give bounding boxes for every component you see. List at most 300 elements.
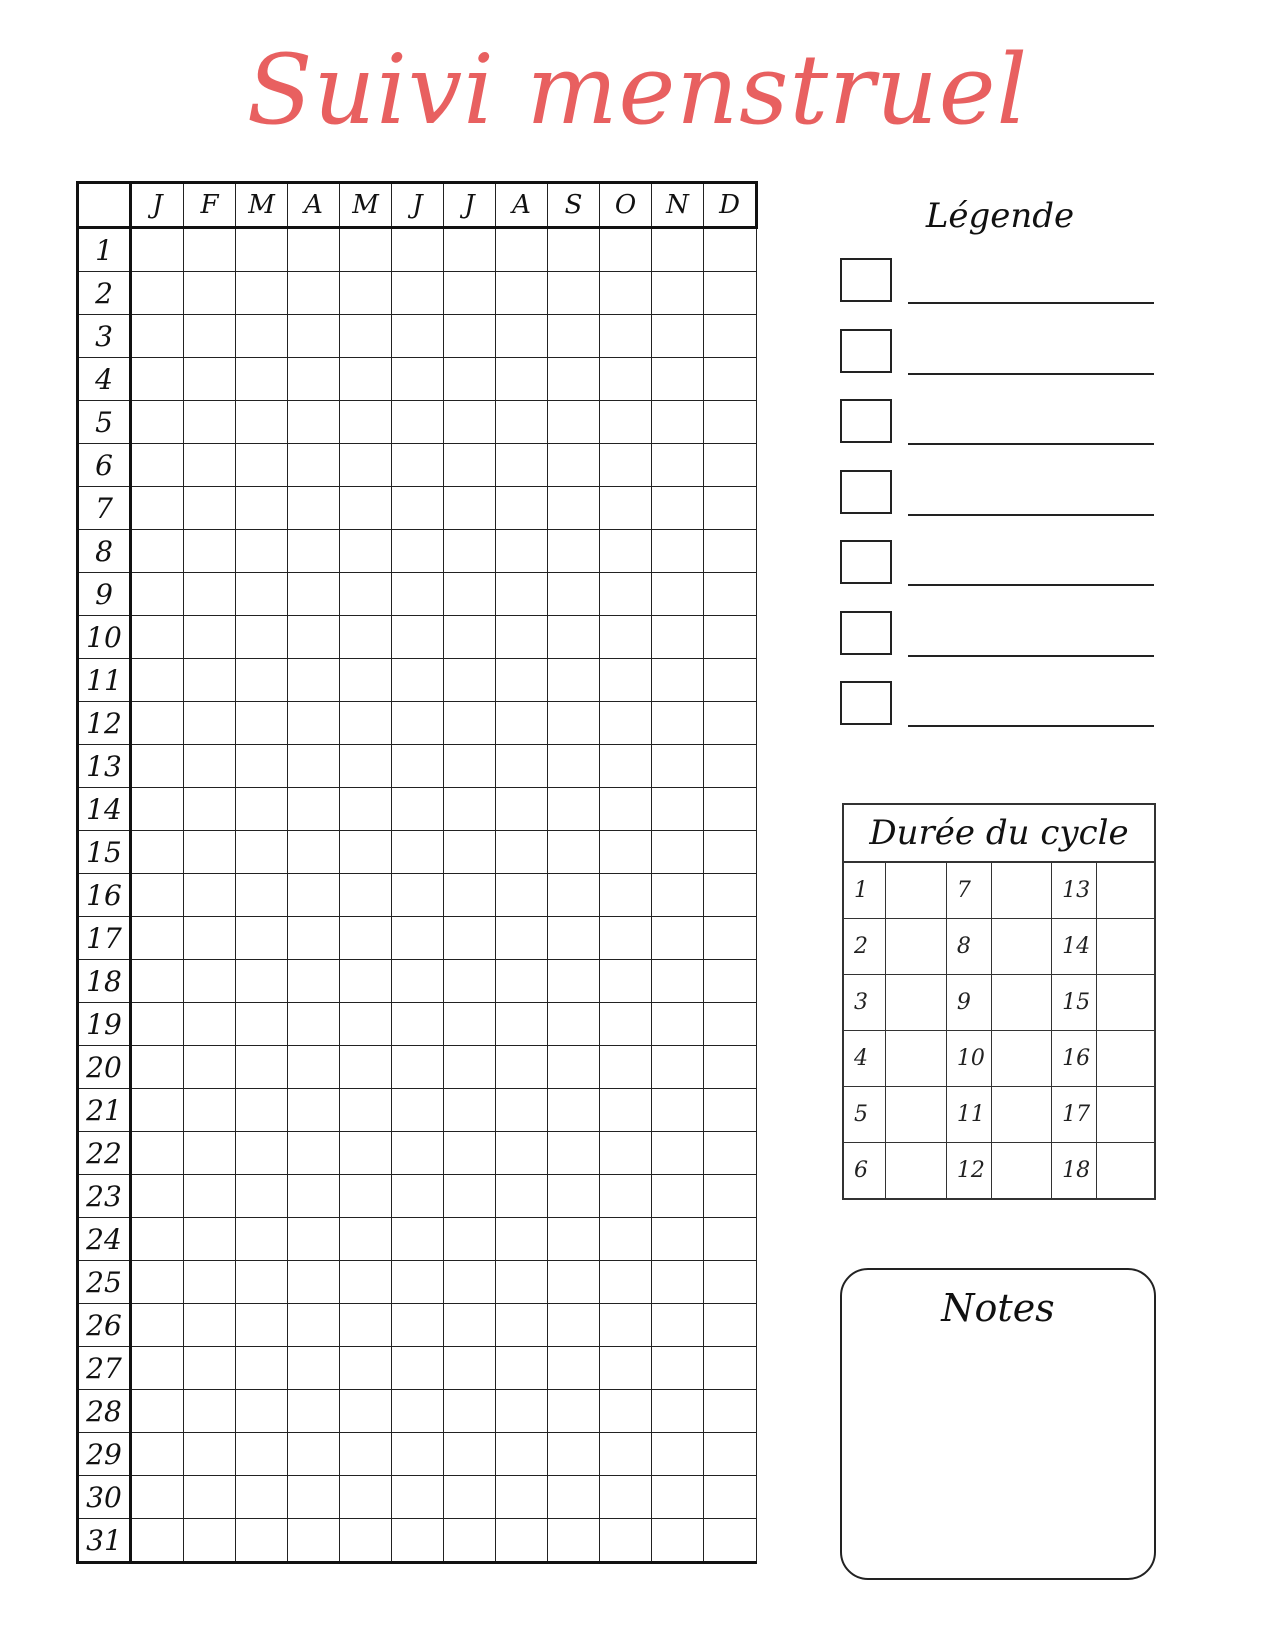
tracker-cell[interactable] [392, 745, 444, 788]
tracker-cell[interactable] [340, 1261, 392, 1304]
tracker-cell[interactable] [704, 745, 757, 788]
tracker-cell[interactable] [131, 1132, 184, 1175]
tracker-cell[interactable] [340, 659, 392, 702]
tracker-cell[interactable] [236, 1003, 288, 1046]
tracker-cell[interactable] [652, 487, 704, 530]
tracker-cell[interactable] [600, 1261, 652, 1304]
tracker-cell[interactable] [392, 1175, 444, 1218]
tracker-cell[interactable] [548, 1046, 600, 1089]
tracker-cell[interactable] [288, 1175, 340, 1218]
tracker-cell[interactable] [131, 401, 184, 444]
tracker-cell[interactable] [288, 1003, 340, 1046]
tracker-cell[interactable] [444, 659, 496, 702]
cycle-value-cell[interactable] [1097, 863, 1154, 919]
tracker-cell[interactable] [496, 616, 548, 659]
tracker-cell[interactable] [652, 1390, 704, 1433]
tracker-cell[interactable] [340, 1347, 392, 1390]
tracker-cell[interactable] [236, 315, 288, 358]
tracker-cell[interactable] [392, 1132, 444, 1175]
legend-label-line[interactable] [908, 725, 1154, 727]
tracker-cell[interactable] [444, 1046, 496, 1089]
tracker-cell[interactable] [652, 1046, 704, 1089]
tracker-cell[interactable] [652, 616, 704, 659]
tracker-cell[interactable] [652, 1218, 704, 1261]
tracker-cell[interactable] [392, 874, 444, 917]
tracker-cell[interactable] [444, 917, 496, 960]
tracker-cell[interactable] [392, 1304, 444, 1347]
tracker-cell[interactable] [600, 1304, 652, 1347]
tracker-cell[interactable] [236, 358, 288, 401]
tracker-cell[interactable] [600, 1476, 652, 1519]
tracker-cell[interactable] [288, 1390, 340, 1433]
tracker-cell[interactable] [652, 659, 704, 702]
tracker-cell[interactable] [548, 702, 600, 745]
tracker-cell[interactable] [600, 401, 652, 444]
tracker-cell[interactable] [131, 1390, 184, 1433]
tracker-cell[interactable] [184, 1347, 236, 1390]
tracker-cell[interactable] [444, 444, 496, 487]
tracker-cell[interactable] [600, 358, 652, 401]
cycle-value-cell[interactable] [886, 975, 946, 1031]
cycle-value-cell[interactable] [886, 1143, 946, 1199]
tracker-cell[interactable] [392, 659, 444, 702]
tracker-cell[interactable] [184, 960, 236, 1003]
tracker-cell[interactable] [652, 1003, 704, 1046]
tracker-cell[interactable] [444, 831, 496, 874]
tracker-cell[interactable] [392, 1003, 444, 1046]
tracker-cell[interactable] [652, 1476, 704, 1519]
tracker-cell[interactable] [236, 1089, 288, 1132]
cycle-value-cell[interactable] [991, 1087, 1051, 1143]
tracker-cell[interactable] [392, 1390, 444, 1433]
tracker-cell[interactable] [340, 228, 392, 272]
tracker-cell[interactable] [548, 573, 600, 616]
tracker-cell[interactable] [444, 874, 496, 917]
tracker-cell[interactable] [600, 1003, 652, 1046]
tracker-cell[interactable] [340, 1304, 392, 1347]
tracker-cell[interactable] [496, 1304, 548, 1347]
tracker-cell[interactable] [340, 1476, 392, 1519]
cycle-value-cell[interactable] [1097, 975, 1154, 1031]
tracker-cell[interactable] [392, 1476, 444, 1519]
tracker-cell[interactable] [236, 1347, 288, 1390]
tracker-cell[interactable] [288, 874, 340, 917]
tracker-cell[interactable] [184, 788, 236, 831]
tracker-cell[interactable] [184, 1519, 236, 1563]
tracker-cell[interactable] [392, 272, 444, 315]
tracker-cell[interactable] [288, 1304, 340, 1347]
tracker-cell[interactable] [444, 1218, 496, 1261]
tracker-cell[interactable] [652, 315, 704, 358]
tracker-cell[interactable] [288, 1347, 340, 1390]
tracker-cell[interactable] [131, 228, 184, 272]
cycle-value-cell[interactable] [991, 919, 1051, 975]
tracker-cell[interactable] [288, 788, 340, 831]
tracker-cell[interactable] [444, 530, 496, 573]
tracker-cell[interactable] [496, 444, 548, 487]
tracker-cell[interactable] [340, 1132, 392, 1175]
tracker-cell[interactable] [548, 1089, 600, 1132]
tracker-cell[interactable] [288, 616, 340, 659]
tracker-cell[interactable] [184, 1046, 236, 1089]
tracker-cell[interactable] [652, 917, 704, 960]
tracker-cell[interactable] [288, 1433, 340, 1476]
tracker-cell[interactable] [548, 228, 600, 272]
tracker-cell[interactable] [548, 874, 600, 917]
tracker-cell[interactable] [444, 616, 496, 659]
tracker-cell[interactable] [548, 272, 600, 315]
tracker-cell[interactable] [131, 444, 184, 487]
tracker-cell[interactable] [496, 1433, 548, 1476]
tracker-cell[interactable] [340, 1218, 392, 1261]
tracker-cell[interactable] [496, 960, 548, 1003]
tracker-cell[interactable] [236, 1390, 288, 1433]
tracker-cell[interactable] [392, 1218, 444, 1261]
tracker-cell[interactable] [704, 1003, 757, 1046]
tracker-cell[interactable] [184, 444, 236, 487]
tracker-cell[interactable] [444, 1261, 496, 1304]
tracker-cell[interactable] [496, 358, 548, 401]
tracker-cell[interactable] [548, 745, 600, 788]
tracker-cell[interactable] [184, 874, 236, 917]
tracker-cell[interactable] [236, 530, 288, 573]
tracker-cell[interactable] [444, 1390, 496, 1433]
tracker-cell[interactable] [131, 702, 184, 745]
tracker-cell[interactable] [392, 702, 444, 745]
tracker-cell[interactable] [184, 616, 236, 659]
tracker-cell[interactable] [600, 444, 652, 487]
tracker-cell[interactable] [652, 530, 704, 573]
tracker-cell[interactable] [236, 401, 288, 444]
tracker-cell[interactable] [652, 702, 704, 745]
tracker-cell[interactable] [288, 745, 340, 788]
tracker-cell[interactable] [340, 917, 392, 960]
tracker-cell[interactable] [600, 831, 652, 874]
tracker-cell[interactable] [236, 1046, 288, 1089]
tracker-cell[interactable] [340, 401, 392, 444]
tracker-cell[interactable] [444, 272, 496, 315]
tracker-cell[interactable] [496, 1046, 548, 1089]
tracker-cell[interactable] [704, 444, 757, 487]
tracker-cell[interactable] [496, 745, 548, 788]
tracker-cell[interactable] [600, 272, 652, 315]
tracker-cell[interactable] [548, 1003, 600, 1046]
tracker-cell[interactable] [548, 315, 600, 358]
tracker-cell[interactable] [340, 1390, 392, 1433]
tracker-cell[interactable] [131, 874, 184, 917]
tracker-cell[interactable] [131, 315, 184, 358]
tracker-cell[interactable] [444, 1476, 496, 1519]
tracker-cell[interactable] [340, 1519, 392, 1563]
tracker-cell[interactable] [600, 315, 652, 358]
tracker-cell[interactable] [131, 1218, 184, 1261]
tracker-cell[interactable] [288, 1261, 340, 1304]
tracker-cell[interactable] [184, 745, 236, 788]
tracker-cell[interactable] [131, 1347, 184, 1390]
tracker-cell[interactable] [444, 315, 496, 358]
tracker-cell[interactable] [288, 1476, 340, 1519]
tracker-cell[interactable] [652, 874, 704, 917]
cycle-value-cell[interactable] [1097, 1143, 1154, 1199]
legend-label-line[interactable] [908, 514, 1154, 516]
tracker-cell[interactable] [704, 228, 757, 272]
tracker-cell[interactable] [704, 1433, 757, 1476]
tracker-cell[interactable] [184, 659, 236, 702]
tracker-cell[interactable] [652, 1347, 704, 1390]
tracker-cell[interactable] [184, 1261, 236, 1304]
tracker-cell[interactable] [288, 401, 340, 444]
tracker-cell[interactable] [496, 272, 548, 315]
tracker-cell[interactable] [444, 358, 496, 401]
tracker-cell[interactable] [392, 358, 444, 401]
tracker-cell[interactable] [704, 616, 757, 659]
tracker-cell[interactable] [340, 702, 392, 745]
tracker-cell[interactable] [236, 1476, 288, 1519]
tracker-cell[interactable] [548, 1347, 600, 1390]
tracker-cell[interactable] [652, 444, 704, 487]
tracker-cell[interactable] [496, 831, 548, 874]
tracker-cell[interactable] [652, 272, 704, 315]
cycle-value-cell[interactable] [991, 863, 1051, 919]
tracker-cell[interactable] [340, 487, 392, 530]
tracker-cell[interactable] [704, 1347, 757, 1390]
tracker-cell[interactable] [184, 1390, 236, 1433]
tracker-cell[interactable] [184, 272, 236, 315]
tracker-cell[interactable] [236, 831, 288, 874]
tracker-cell[interactable] [496, 702, 548, 745]
tracker-cell[interactable] [548, 358, 600, 401]
tracker-cell[interactable] [131, 530, 184, 573]
tracker-cell[interactable] [392, 616, 444, 659]
tracker-cell[interactable] [184, 530, 236, 573]
tracker-cell[interactable] [600, 702, 652, 745]
tracker-cell[interactable] [184, 917, 236, 960]
tracker-cell[interactable] [600, 960, 652, 1003]
tracker-cell[interactable] [444, 1347, 496, 1390]
cycle-value-cell[interactable] [886, 1031, 946, 1087]
tracker-cell[interactable] [600, 1175, 652, 1218]
tracker-cell[interactable] [496, 1003, 548, 1046]
tracker-cell[interactable] [600, 1347, 652, 1390]
tracker-cell[interactable] [236, 1218, 288, 1261]
tracker-cell[interactable] [444, 1433, 496, 1476]
tracker-cell[interactable] [236, 960, 288, 1003]
tracker-cell[interactable] [288, 1218, 340, 1261]
tracker-cell[interactable] [444, 788, 496, 831]
tracker-cell[interactable] [496, 874, 548, 917]
tracker-cell[interactable] [131, 616, 184, 659]
tracker-cell[interactable] [288, 487, 340, 530]
tracker-cell[interactable] [131, 1261, 184, 1304]
legend-color-box[interactable] [840, 681, 892, 725]
tracker-cell[interactable] [652, 358, 704, 401]
tracker-cell[interactable] [496, 1132, 548, 1175]
tracker-cell[interactable] [184, 1089, 236, 1132]
tracker-cell[interactable] [496, 1519, 548, 1563]
tracker-cell[interactable] [444, 1003, 496, 1046]
tracker-cell[interactable] [600, 487, 652, 530]
tracker-cell[interactable] [652, 401, 704, 444]
tracker-cell[interactable] [704, 831, 757, 874]
tracker-cell[interactable] [131, 659, 184, 702]
tracker-cell[interactable] [288, 917, 340, 960]
tracker-cell[interactable] [600, 530, 652, 573]
tracker-cell[interactable] [600, 1390, 652, 1433]
tracker-cell[interactable] [444, 573, 496, 616]
tracker-cell[interactable] [236, 874, 288, 917]
tracker-cell[interactable] [704, 487, 757, 530]
tracker-cell[interactable] [548, 659, 600, 702]
cycle-value-cell[interactable] [1097, 919, 1154, 975]
tracker-cell[interactable] [392, 315, 444, 358]
tracker-cell[interactable] [444, 1089, 496, 1132]
tracker-cell[interactable] [704, 1476, 757, 1519]
tracker-cell[interactable] [131, 272, 184, 315]
tracker-cell[interactable] [392, 1433, 444, 1476]
tracker-cell[interactable] [652, 228, 704, 272]
tracker-cell[interactable] [548, 1132, 600, 1175]
cycle-value-cell[interactable] [991, 1031, 1051, 1087]
tracker-cell[interactable] [288, 1089, 340, 1132]
tracker-cell[interactable] [288, 444, 340, 487]
tracker-cell[interactable] [496, 917, 548, 960]
tracker-cell[interactable] [340, 788, 392, 831]
tracker-cell[interactable] [131, 1304, 184, 1347]
notes-box[interactable] [840, 1268, 1156, 1580]
tracker-cell[interactable] [131, 487, 184, 530]
legend-label-line[interactable] [908, 302, 1154, 304]
tracker-cell[interactable] [288, 960, 340, 1003]
tracker-cell[interactable] [340, 272, 392, 315]
tracker-cell[interactable] [704, 659, 757, 702]
tracker-cell[interactable] [392, 487, 444, 530]
tracker-cell[interactable] [288, 573, 340, 616]
tracker-cell[interactable] [652, 1132, 704, 1175]
tracker-cell[interactable] [392, 444, 444, 487]
tracker-cell[interactable] [288, 1046, 340, 1089]
tracker-cell[interactable] [131, 960, 184, 1003]
tracker-cell[interactable] [392, 401, 444, 444]
tracker-cell[interactable] [131, 573, 184, 616]
tracker-cell[interactable] [704, 1218, 757, 1261]
tracker-cell[interactable] [340, 1433, 392, 1476]
tracker-cell[interactable] [236, 745, 288, 788]
tracker-cell[interactable] [600, 874, 652, 917]
tracker-cell[interactable] [704, 358, 757, 401]
tracker-cell[interactable] [704, 401, 757, 444]
tracker-cell[interactable] [340, 444, 392, 487]
tracker-cell[interactable] [652, 1089, 704, 1132]
tracker-cell[interactable] [600, 788, 652, 831]
tracker-cell[interactable] [704, 702, 757, 745]
tracker-cell[interactable] [236, 1433, 288, 1476]
tracker-cell[interactable] [704, 1132, 757, 1175]
tracker-cell[interactable] [392, 1347, 444, 1390]
tracker-cell[interactable] [548, 960, 600, 1003]
tracker-cell[interactable] [444, 745, 496, 788]
tracker-cell[interactable] [131, 358, 184, 401]
tracker-cell[interactable] [340, 1175, 392, 1218]
tracker-cell[interactable] [704, 1175, 757, 1218]
tracker-cell[interactable] [184, 401, 236, 444]
tracker-cell[interactable] [444, 401, 496, 444]
tracker-cell[interactable] [704, 788, 757, 831]
tracker-cell[interactable] [184, 831, 236, 874]
tracker-cell[interactable] [131, 831, 184, 874]
cycle-value-cell[interactable] [1097, 1087, 1154, 1143]
tracker-cell[interactable] [652, 745, 704, 788]
tracker-cell[interactable] [548, 530, 600, 573]
tracker-cell[interactable] [548, 401, 600, 444]
tracker-cell[interactable] [184, 228, 236, 272]
tracker-cell[interactable] [184, 1476, 236, 1519]
tracker-cell[interactable] [444, 1175, 496, 1218]
tracker-cell[interactable] [548, 1390, 600, 1433]
tracker-cell[interactable] [131, 1003, 184, 1046]
cycle-value-cell[interactable] [886, 919, 946, 975]
tracker-cell[interactable] [444, 228, 496, 272]
tracker-cell[interactable] [236, 917, 288, 960]
tracker-cell[interactable] [288, 530, 340, 573]
tracker-cell[interactable] [236, 444, 288, 487]
tracker-cell[interactable] [236, 573, 288, 616]
tracker-cell[interactable] [704, 1519, 757, 1563]
tracker-cell[interactable] [131, 917, 184, 960]
tracker-cell[interactable] [652, 1519, 704, 1563]
tracker-cell[interactable] [131, 745, 184, 788]
tracker-cell[interactable] [184, 1175, 236, 1218]
tracker-cell[interactable] [548, 1476, 600, 1519]
tracker-cell[interactable] [600, 1046, 652, 1089]
tracker-cell[interactable] [704, 1261, 757, 1304]
cycle-value-cell[interactable] [991, 1143, 1051, 1199]
tracker-cell[interactable] [600, 659, 652, 702]
tracker-cell[interactable] [131, 1046, 184, 1089]
tracker-cell[interactable] [600, 1089, 652, 1132]
tracker-cell[interactable] [288, 315, 340, 358]
tracker-cell[interactable] [340, 358, 392, 401]
tracker-cell[interactable] [548, 1218, 600, 1261]
tracker-cell[interactable] [548, 616, 600, 659]
tracker-cell[interactable] [184, 1433, 236, 1476]
legend-label-line[interactable] [908, 584, 1154, 586]
tracker-cell[interactable] [652, 1261, 704, 1304]
tracker-cell[interactable] [600, 745, 652, 788]
tracker-cell[interactable] [496, 487, 548, 530]
tracker-cell[interactable] [131, 1433, 184, 1476]
tracker-cell[interactable] [236, 659, 288, 702]
tracker-cell[interactable] [288, 272, 340, 315]
tracker-cell[interactable] [288, 228, 340, 272]
tracker-cell[interactable] [236, 272, 288, 315]
tracker-cell[interactable] [496, 1347, 548, 1390]
tracker-cell[interactable] [704, 573, 757, 616]
tracker-cell[interactable] [704, 272, 757, 315]
tracker-cell[interactable] [704, 1304, 757, 1347]
tracker-cell[interactable] [184, 315, 236, 358]
tracker-cell[interactable] [704, 960, 757, 1003]
tracker-cell[interactable] [600, 1519, 652, 1563]
tracker-cell[interactable] [236, 487, 288, 530]
legend-label-line[interactable] [908, 443, 1154, 445]
tracker-cell[interactable] [496, 530, 548, 573]
tracker-cell[interactable] [184, 1003, 236, 1046]
tracker-cell[interactable] [131, 1175, 184, 1218]
tracker-cell[interactable] [236, 788, 288, 831]
tracker-cell[interactable] [184, 1132, 236, 1175]
tracker-cell[interactable] [131, 1089, 184, 1132]
tracker-cell[interactable] [340, 616, 392, 659]
